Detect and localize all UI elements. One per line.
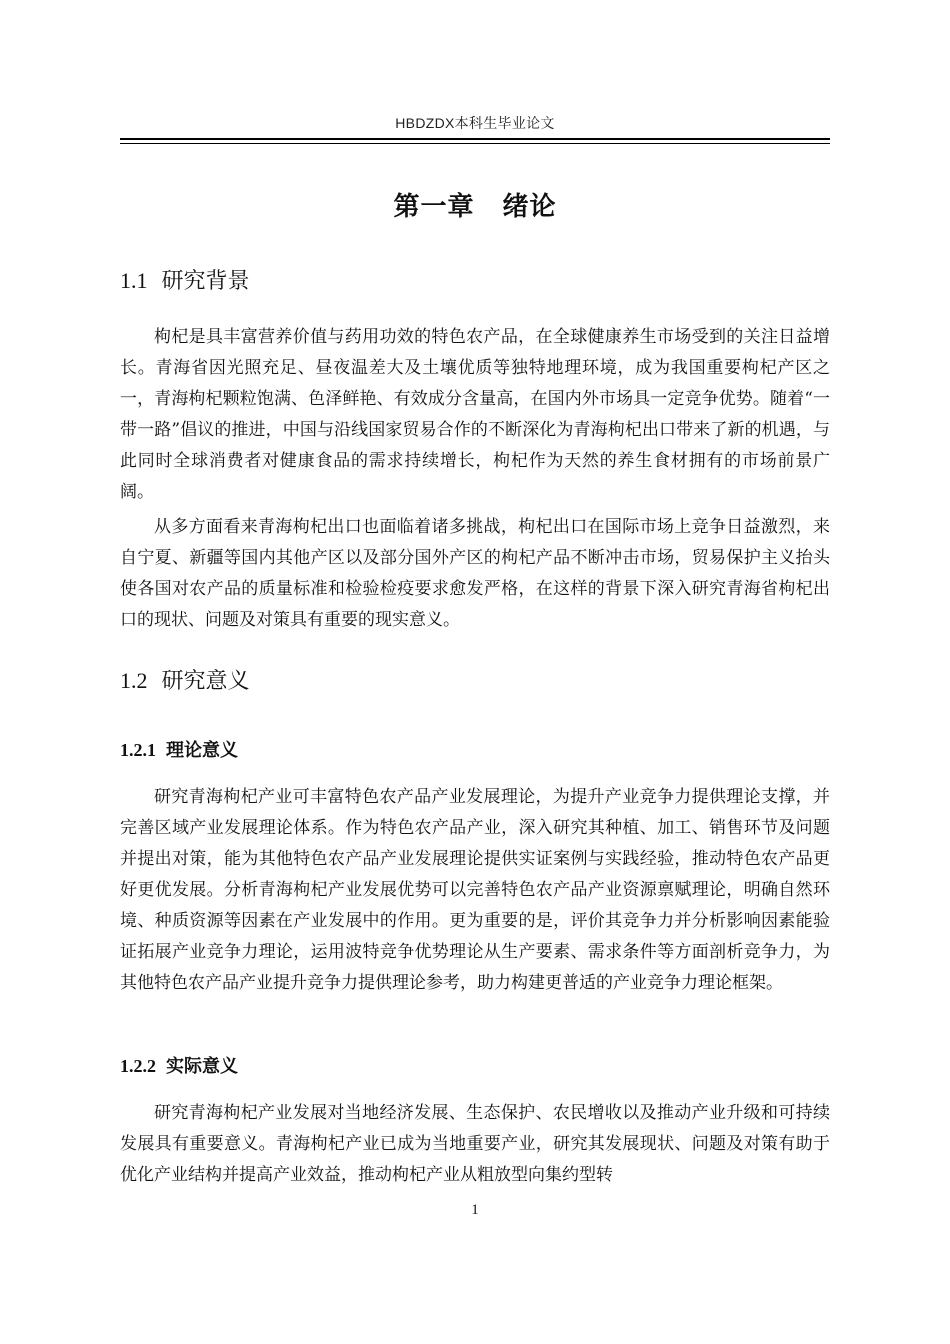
page-number: 1 (471, 1202, 479, 1218)
section-number: 1.1 (120, 268, 148, 293)
paragraph: 研究青海枸杞产业发展对当地经济发展、生态保护、农民增收以及推动产业升级和可持续发展具有重要意义。青海枸杞产业已成为当地重要产业，研究其发展现状、问题及对策有助于优化产业结构并提高产业效益，推动枸杞产业从粗放型向集约型转 (120, 1103, 830, 1185)
section-number: 1.2 (120, 668, 148, 693)
chapter-name: 绪论 (502, 192, 557, 222)
subsection-number: 1.2.1 (120, 740, 156, 760)
subsection-heading-1-2-1 (120, 736, 238, 762)
paragraph: 从多方面看来青海枸杞出口也面临着诸多挑战，枸杞出口在国际市场上竞争日益激烈，来自宁夏、新疆等国内其他产区以及部分国外产区的枸杞产品不断冲击市场，贸易保护主义抬头使各国对农产品的质量标准和检验检疫要求愈发严格，在这样的背景下深入研究青海省枸杞出口的现状、问题及对策具有重要的现实意义。 (120, 517, 830, 630)
header-rule (120, 138, 830, 140)
running-header: HBDZDX本科生毕业论文 (395, 115, 555, 131)
chapter-title (120, 186, 830, 223)
section-title: 研究意义 (161, 669, 250, 694)
chapter-label: 第一章 (393, 192, 475, 222)
subsection-number: 1.2.2 (120, 1056, 156, 1076)
section-heading-1-2 (120, 664, 250, 695)
paragraph: 研究青海枸杞产业可丰富特色农产品产业发展理论，为提升产业竞争力提供理论支撑，并完善区域产业发展理论体系。作为特色农产品产业，深入研究其种植、加工、销售环节及问题并提出对策，能为其他特色农产品产业发展理论提供实证案例与实践经验，推动特色农产品更好更优发展。分析青海枸杞产业发展优势可以完善特色农产品产业资源禀赋理论，明确自然环境、种质资源等因素在产业发展中的作用。更为重要的是，评价其竞争力并分析影响因素能验证拓展产业竞争力理论，运用波特竞争优势理论从生产要素、需求条件等方面剖析竞争力，为其他特色农产品产业提升竞争力提供理论参考，助力构建更普适的产业竞争力理论框架。 (120, 787, 830, 993)
paragraph: 枸杞是具丰富营养价值与药用功效的特色农产品，在全球健康养生市场受到的关注日益增长。青海省因光照充足、昼夜温差大及土壤优质等独特地理环境，成为我国重要枸杞产区之一，青海枸杞颗粒饱满、色泽鲜艳、有效成分含量高，在国内外市场具一定竞争优势。随着“一带一路”倡议的推进，中国与沿线国家贸易合作的不断深化为青海枸杞出口带来了新的机遇，与此同时全球消费者对健康食品的需求持续增长，枸杞作为天然的养生食材拥有的市场前景广阔。 (120, 327, 830, 502)
section-heading-1-1 (120, 264, 250, 295)
section-title: 研究背景 (161, 269, 250, 294)
subsection-title: 理论意义 (166, 740, 238, 761)
header-rule-thin (120, 143, 830, 144)
subsection-heading-1-2-2 (120, 1052, 238, 1078)
subsection-title: 实际意义 (166, 1056, 238, 1077)
